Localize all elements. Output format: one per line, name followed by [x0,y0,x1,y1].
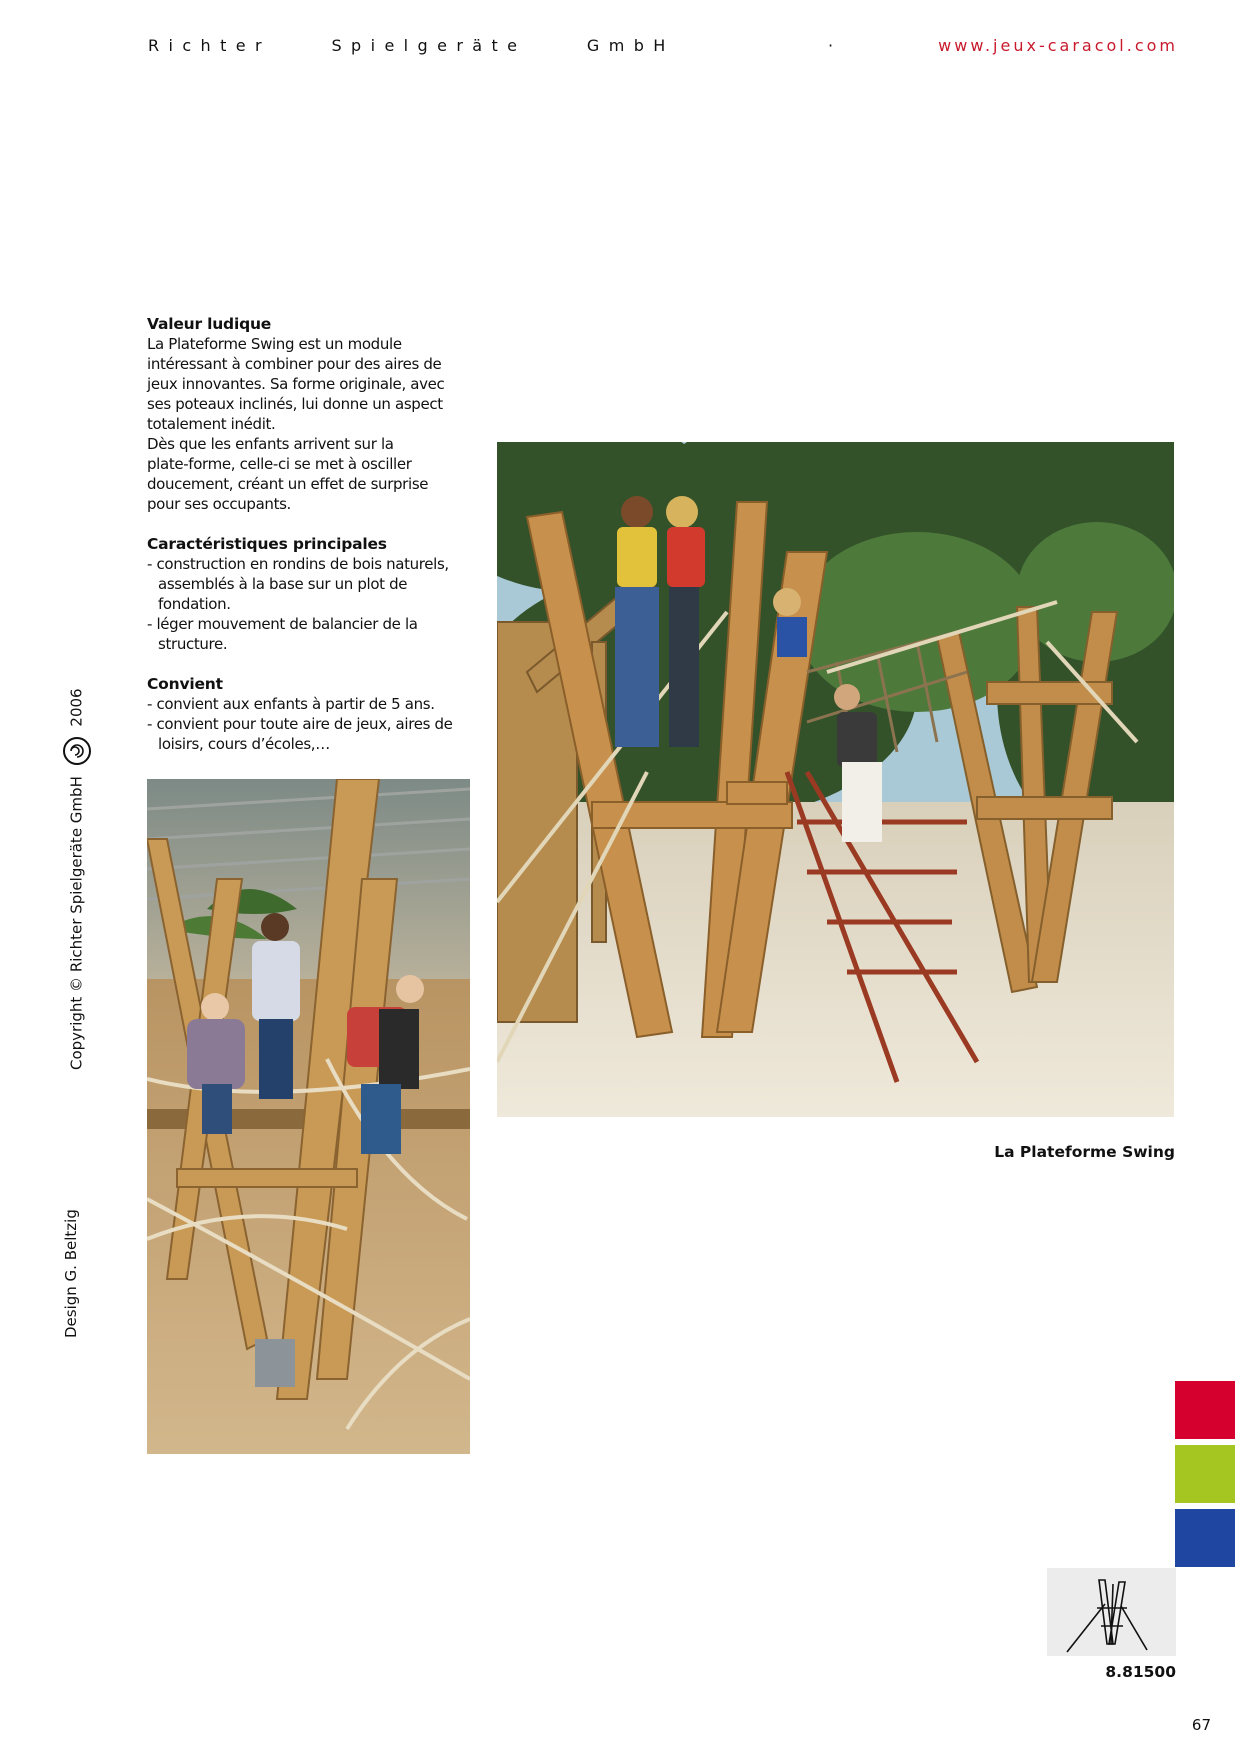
bullet-item: - léger mouvement de balancier de la structure. [147,615,418,653]
snail-logo-icon [62,736,92,766]
copyright-notice [62,688,92,1070]
text-line: doucement, créant un effet de surprise [147,475,429,493]
product-sketch-icon [1047,1568,1176,1656]
designer-credit: Design G. Beltzig [62,1209,80,1338]
section-heading-convient: Convient [147,675,223,693]
section-heading-caracteristiques: Caractéristiques principales [147,535,387,553]
text-line: ses poteaux inclinés, lui donne un aspect [147,395,443,413]
text-line: jeux innovantes. Sa forme originale, avec [147,375,445,393]
text-line: plate-forme, celle-ci se met à osciller [147,455,412,473]
section-convient [147,674,477,754]
text-line: intéressant à combiner pour des aires de [147,355,442,373]
bullet-item: - convient pour toute aire de jeux, aires de loisirs, cours d’écoles,… [147,715,453,753]
text-line: pour ses occupants. [147,495,291,513]
bullet-item: - convient aux enfants à partir de 5 ans. [147,695,435,713]
bullet-item: - construction en rondins de bois naturels, assemblés à la base sur un plot de fondation. [147,555,449,613]
photo-indoor-climbing [147,779,470,1454]
text-line: totalement inédit. [147,415,276,433]
page-number: 67 [1191,1716,1211,1734]
text-line: La Plateforme Swing est un module [147,335,402,353]
copyright-year: 2006 [67,688,86,727]
product-symbol [1047,1568,1176,1656]
color-tab-green [1175,1445,1235,1503]
photo-caption: La Plateforme Swing [994,1143,1175,1161]
page-header [148,36,1178,60]
section-heading-valeur: Valeur ludique [147,315,272,333]
text-line: Dès que les enfants arrivent sur la [147,435,394,453]
header-company: Richter Spielgeräte GmbH [148,36,675,55]
header-url-link[interactable]: www.jeux-caracol.com [938,36,1178,55]
color-tab-red [1175,1381,1235,1439]
section-valeur [147,314,477,514]
header-separator: · [828,36,834,55]
product-code: 8.81500 [1105,1663,1176,1681]
photo-plateforme-swing [497,442,1174,1117]
description-column [147,314,477,774]
color-tab-blue [1175,1509,1235,1567]
section-caracteristiques [147,534,477,654]
copyright-text: Copyright © Richter Spielgeräte GmbH [67,776,86,1070]
